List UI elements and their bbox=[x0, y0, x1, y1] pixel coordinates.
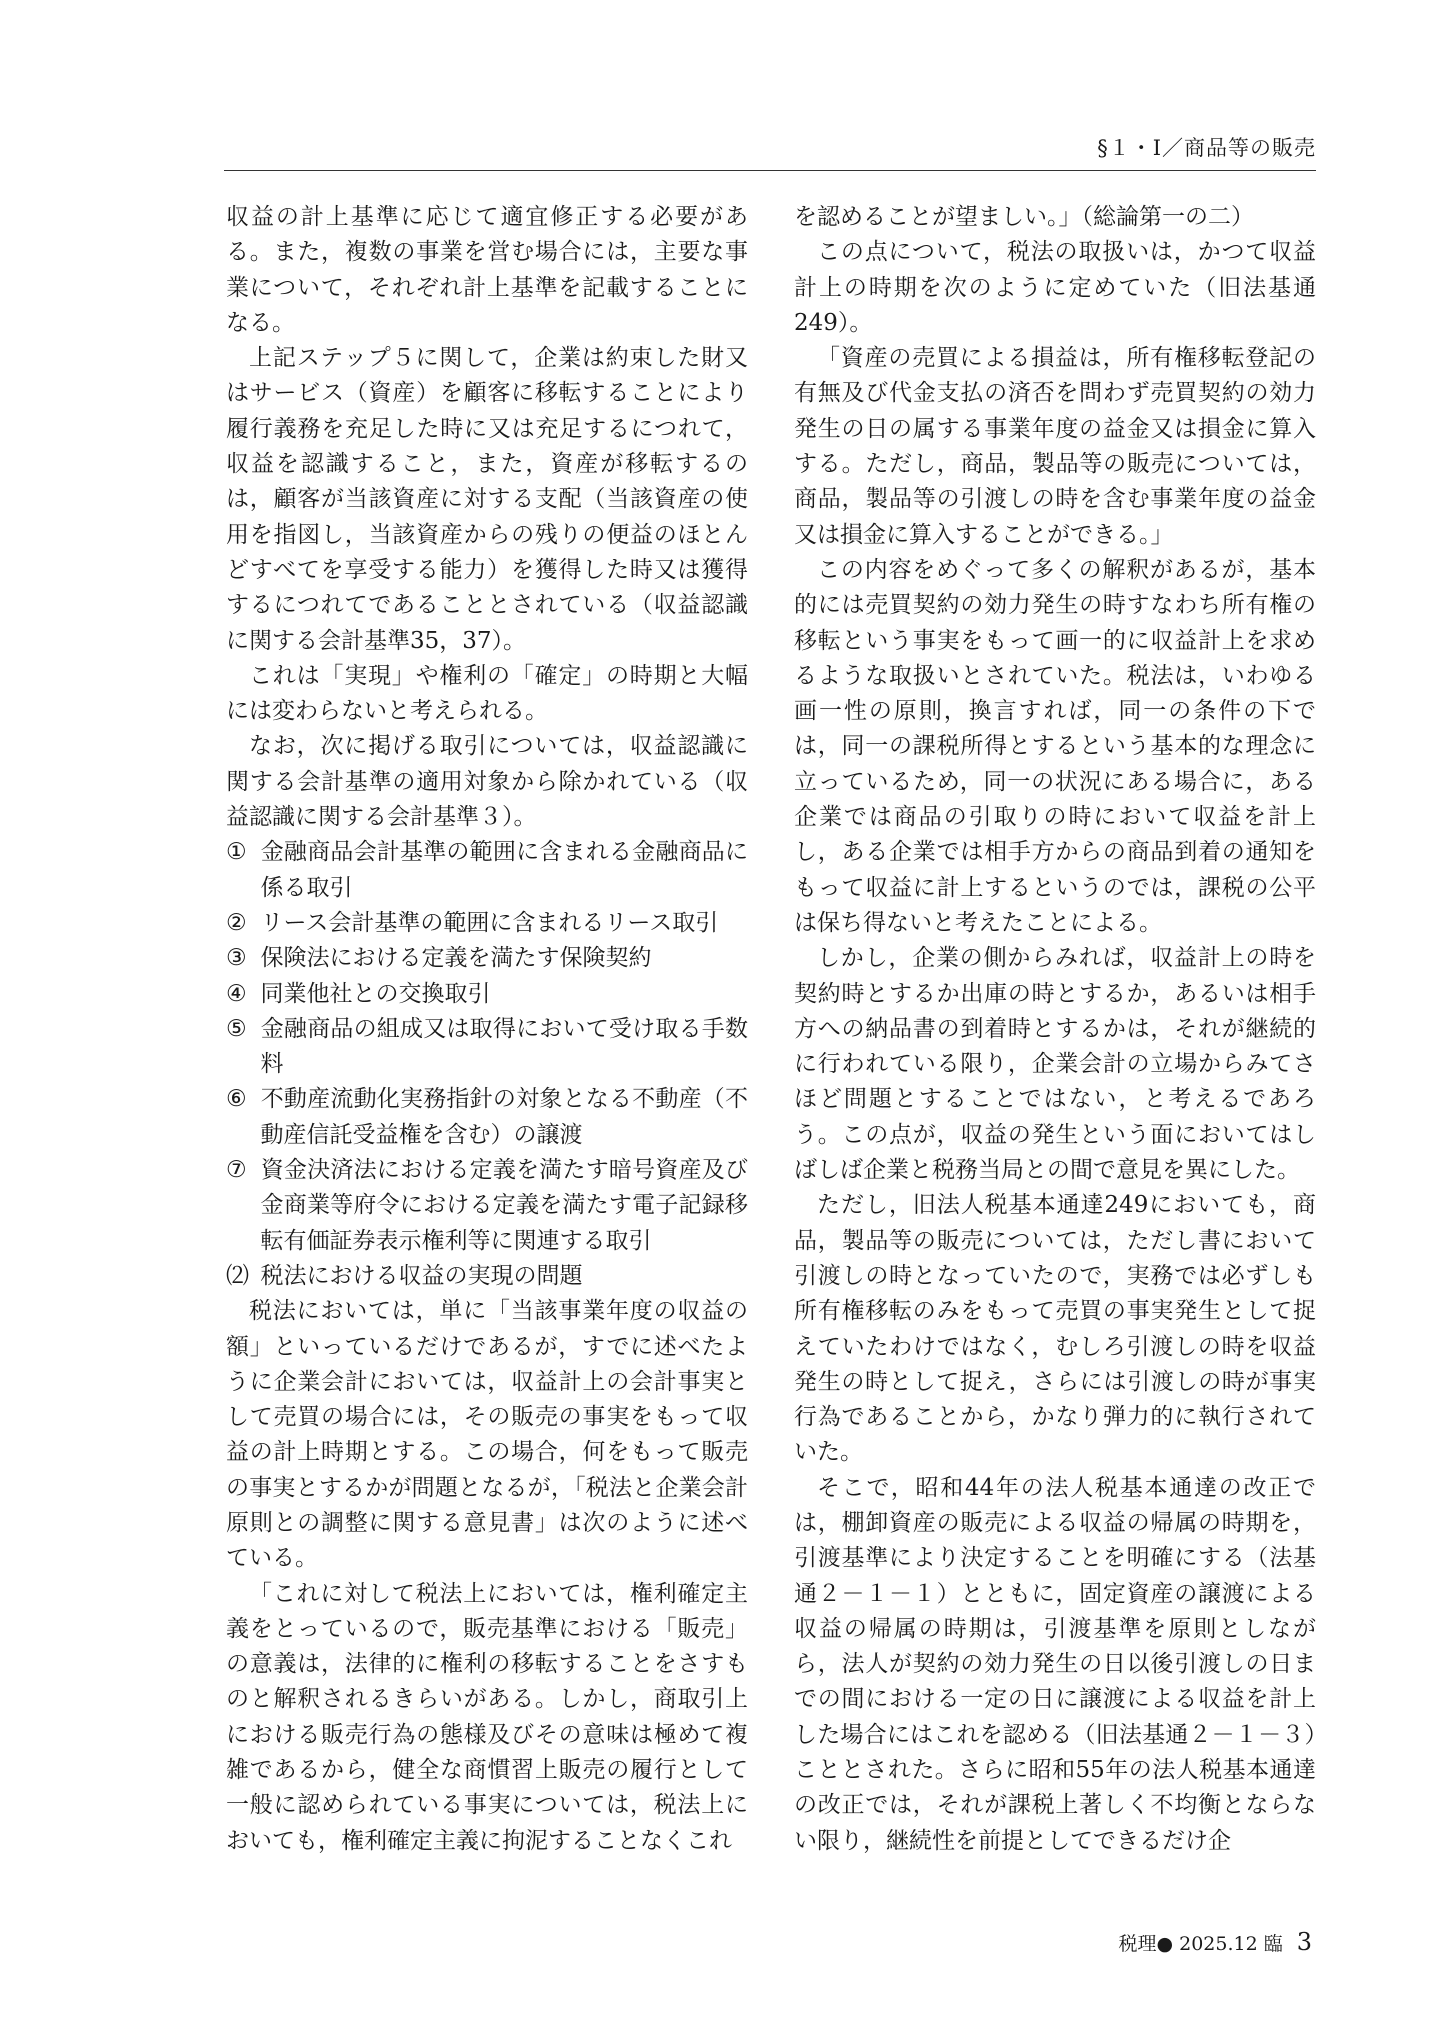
list-item bbox=[226, 1012, 748, 1083]
paragraph: そこで，昭和44年の法人税基本通達の改正では，棚卸資産の販売による収益の帰属の時期を，引渡基準により決定することを明確にする（法基通２－１－１）とともに，固定資産の譲渡による収益の帰属の時期は，引渡基準を原則としながら，法人が契約の効力発生の日以後引渡しの日までの間における一定の日に譲渡による収益を計上した場合にはこれを認める（旧法基通２－１－３）こととされた。さらに昭和55年の法人税基本通達の改正では，それが課税上著しく不均衡とならない限り，継続性を前提としてできるだけ企 bbox=[794, 1474, 1316, 1854]
list-number: ③ bbox=[226, 945, 247, 972]
list-item bbox=[226, 1082, 748, 1153]
list-text: 保険法における定義を満たす保険契約 bbox=[260, 945, 652, 972]
left-column bbox=[226, 200, 748, 1859]
paragraph: この点について，税法の取扱いは，かつて収益計上の時期を次のように定めていた（旧法基通249）。 bbox=[794, 239, 1316, 336]
paragraph: 上記ステップ５に関して，企業は約束した財又はサービス（資産）を顧客に移転することにより履行義務を充足した時に又は充足するにつれて，収益を認識すること，また，資産が移転するのは，顧客が当該資産に対する支配（当該資産の使用を指図し，当該資産からの残りの便益のほとんどすべてを享受する能力）を獲得した時又は獲得するにつれてであることとされている（収益認識に関する会計基準35，37）。 bbox=[226, 345, 748, 654]
paragraph: なお，次に掲げる取引については，収益認識に関する会計基準の適用対象から除かれている（収益認識に関する会計基準３）。 bbox=[226, 733, 748, 831]
running-header: §１・Ⅰ／商品等の販売 bbox=[1097, 136, 1316, 160]
list-text: 資金決済法における定義を満たす暗号資産及び金商業等府令における定義を満たす電子記録移転有価証券表示権利等に関連する取引 bbox=[260, 1157, 749, 1254]
journal-label: 税理● 2025.12 臨 bbox=[1118, 1933, 1283, 1955]
paragraph: この内容をめぐって多くの解釈があるが，基本的には売買契約の効力発生の時すなわち所有権の移転という事実をもって画一的に収益計上を求めるような取扱いとされていた。税法は，いわゆる画一性の原則，換言すれば，同一の条件の下では，同一の課税所得とするという基本的な理念に立っているため，同一の状況にある場合に，ある企業では商品の引取りの時において収益を計上し，ある企業では相手方からの商品到着の通知をもって収益に計上するというのでは，課税の公平は保ち得ないと考えたことによる。 bbox=[794, 556, 1316, 936]
header-rule bbox=[224, 170, 1316, 171]
page-number: 3 bbox=[1296, 1928, 1312, 1956]
section-heading bbox=[226, 1259, 748, 1294]
quotation: 「資産の売買による損益は，所有権移転登記の有無及び代金支払の済否を問わず売買契約の効力発生の日の属する事業年度の益金又は損金に算入する。ただし，商品，製品等の販売については，商品，製品等の引渡しの時を含む事業年度の益金又は損金に算入することができる。」 bbox=[794, 345, 1316, 548]
list-item bbox=[226, 906, 748, 941]
list-item bbox=[226, 941, 748, 976]
right-column bbox=[794, 200, 1316, 1859]
section-title: 税法における収益の実現の問題 bbox=[260, 1262, 583, 1289]
paragraph: を認めることが望ましい。」（総論第一の二） bbox=[794, 204, 1254, 230]
list-number: ④ bbox=[226, 980, 247, 1007]
list-item bbox=[226, 1153, 748, 1259]
page-footer bbox=[0, 1928, 1312, 1956]
list-text: 金融商品の組成又は取得において受け取る手数料 bbox=[260, 1015, 749, 1078]
list-item bbox=[226, 977, 748, 1012]
paragraph: 税法においては，単に「当該事業年度の収益の額」といっているだけであるが，すでに述べたように企業会計においては，収益計上の会計事実として売買の場合には，その販売の事実をもって収益の計上時期とする。この場合，何をもって販売の事実とするかが問題となるが，「税法と企業会計原則との調整に関する意見書」は次のように述べている。 bbox=[226, 1298, 748, 1572]
list-text: 同業他社との交換取引 bbox=[260, 980, 491, 1007]
list-number: ⑥ bbox=[226, 1086, 247, 1113]
paragraph: しかし，企業の側からみれば，収益計上の時を契約時とするか出庫の時とするか，あるいは相手方への納品書の到着時とするかは，それが継続的に行われている限り，企業会計の立場からみてさほど問題とすることではない，と考えるであろう。この点が，収益の発生という面においてはしばしば企業と税務当局との間で意見を異にした。 bbox=[794, 945, 1316, 1184]
paragraph: これは「実現」や権利の「確定」の時期と大幅には変わらないと考えられる。 bbox=[226, 662, 748, 725]
section-number: ⑵ bbox=[226, 1262, 249, 1289]
paragraph: 収益の計上基準に応じて適宜修正する必要がある。また，複数の事業を営む場合には，主要な事業について，それぞれ計上基準を記載することになる。 bbox=[226, 204, 748, 336]
list-number: ⑦ bbox=[226, 1157, 247, 1184]
list-number: ① bbox=[226, 839, 247, 866]
paragraph: ただし，旧法人税基本通達249においても，商品，製品等の販売については，ただし書において引渡しの時となっていたので，実務では必ずしも所有権移転のみをもって売買の事実発生として捉えていたわけではなく，むしろ引渡しの時を収益発生の時として捉え，さらには引渡しの時が事実行為であることから，かなり弾力的に執行されていた。 bbox=[794, 1192, 1316, 1466]
list-item bbox=[226, 835, 748, 906]
list-text: リース会計基準の範囲に含まれるリース取引 bbox=[260, 909, 719, 936]
list-text: 金融商品会計基準の範囲に含まれる金融商品に係る取引 bbox=[260, 839, 748, 901]
list-number: ⑤ bbox=[226, 1015, 247, 1042]
list-text: 不動産流動化実務指針の対象となる不動産（不動産信託受益権を含む）の譲渡 bbox=[260, 1086, 748, 1148]
list-number: ② bbox=[226, 909, 247, 936]
quotation: 「これに対して税法上においては，権利確定主義をとっているので，販売基準における「販売」の意義は，法律的に権利の移転することをさすものと解釈されるきらいがある。しかし，商取引上における販売行為の態様及びその意味は極めて複雑であるから，健全な商慣習上販売の履行として一般に認められている事実については，税法上においても，権利確定主義に拘泥することなくこれ bbox=[226, 1580, 748, 1854]
